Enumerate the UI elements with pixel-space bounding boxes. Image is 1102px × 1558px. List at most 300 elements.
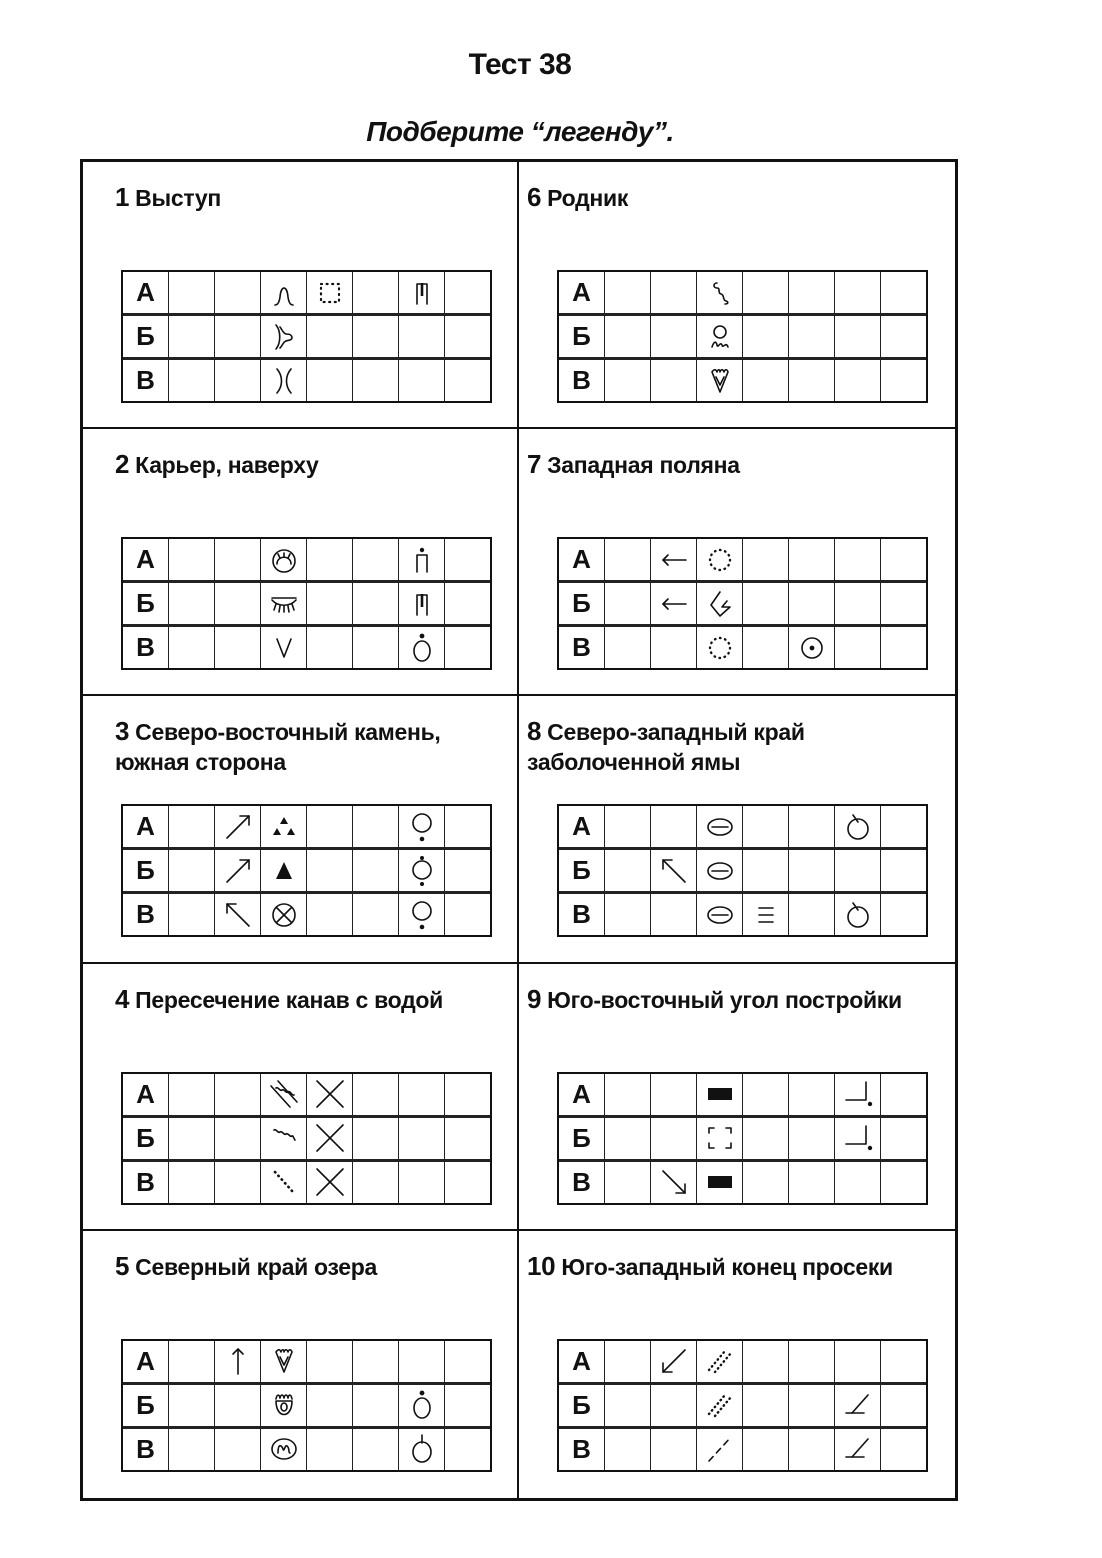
legend-cell[interactable] — [169, 1162, 215, 1203]
legend-cell[interactable] — [353, 627, 399, 668]
legend-cell[interactable] — [261, 1385, 307, 1429]
legend-cell[interactable] — [651, 850, 697, 894]
legend-cell[interactable] — [445, 894, 490, 935]
legend-row — [123, 316, 490, 360]
task-title: Северный край озера — [135, 1253, 378, 1280]
legend-cell[interactable] — [881, 1118, 926, 1162]
legend-row — [559, 1118, 926, 1162]
legend-cell[interactable] — [261, 1074, 307, 1118]
legend-cell[interactable] — [789, 627, 835, 668]
legend-cell[interactable] — [353, 583, 399, 627]
circle-dot-bottom-icon — [399, 899, 444, 931]
legend-row — [559, 1341, 926, 1385]
legend-cell[interactable] — [261, 272, 307, 316]
legend-cell[interactable] — [881, 894, 926, 935]
legend-cell[interactable] — [445, 1385, 490, 1429]
legend-cell[interactable] — [835, 1385, 881, 1429]
legend-cell[interactable] — [743, 1162, 789, 1203]
legend-cell[interactable] — [445, 1162, 490, 1203]
task-number: 10 — [527, 1250, 556, 1281]
task-card — [519, 162, 955, 429]
legend-cell[interactable] — [743, 806, 789, 850]
legend-cell[interactable] — [651, 1341, 697, 1385]
legend-cell[interactable] — [215, 360, 261, 401]
legend-cell[interactable] — [261, 1118, 307, 1162]
legend-cell[interactable] — [835, 583, 881, 627]
legend-cell[interactable] — [697, 539, 743, 583]
legend-table — [121, 1339, 492, 1472]
legend-cell[interactable] — [743, 539, 789, 583]
bridge-pole-icon — [399, 588, 444, 620]
squiggle-icon — [697, 277, 742, 309]
task-card — [83, 696, 519, 963]
legend-cell[interactable] — [353, 850, 399, 894]
legend-cell[interactable] — [835, 894, 881, 935]
legend-cell[interactable] — [399, 850, 445, 894]
legend-cell[interactable] — [215, 1341, 261, 1385]
legend-cell[interactable] — [789, 360, 835, 401]
legend-row — [559, 894, 926, 935]
tick-sw-icon — [835, 1433, 880, 1465]
legend-cell[interactable] — [307, 1074, 353, 1118]
legend-cell[interactable] — [835, 316, 881, 360]
legend-cell[interactable] — [605, 1118, 651, 1162]
legend-cell[interactable] — [605, 1429, 651, 1470]
legend-cell[interactable] — [307, 1429, 353, 1470]
legend-cell[interactable] — [353, 539, 399, 583]
legend-cell[interactable] — [743, 627, 789, 668]
legend-cell[interactable] — [169, 627, 215, 668]
legend-cell[interactable] — [399, 627, 445, 668]
corner-se-icon — [835, 1122, 880, 1154]
legend-cell[interactable] — [307, 272, 353, 316]
legend-cell[interactable] — [789, 539, 835, 583]
legend-cell[interactable] — [605, 360, 651, 401]
legend-cell[interactable] — [835, 1118, 881, 1162]
legend-row — [559, 1429, 926, 1470]
legend-cell[interactable] — [881, 360, 926, 401]
legend-cell[interactable] — [399, 583, 445, 627]
legend-cell[interactable] — [789, 1162, 835, 1203]
legend-cell[interactable] — [697, 894, 743, 935]
legend-cell[interactable] — [835, 360, 881, 401]
task-heading — [527, 984, 947, 1015]
dotted-double-icon — [697, 1389, 742, 1421]
legend-row — [123, 1341, 490, 1385]
legend-cell[interactable] — [353, 806, 399, 850]
legend-cell[interactable] — [399, 1429, 445, 1470]
legend-cell[interactable] — [215, 1074, 261, 1118]
task-title: Карьер, наверху — [135, 452, 319, 479]
legend-cell[interactable] — [445, 1341, 490, 1385]
legend-cell[interactable] — [697, 1341, 743, 1385]
legend-cell[interactable] — [605, 1074, 651, 1118]
legend-cell[interactable] — [651, 1118, 697, 1162]
dotted-circle-icon — [697, 632, 742, 664]
legend-cell[interactable] — [399, 1118, 445, 1162]
legend-cell[interactable] — [697, 850, 743, 894]
legend-table — [557, 804, 928, 937]
task-title: Западная поляна — [547, 452, 740, 479]
dashed-diag-icon — [697, 1433, 742, 1465]
circle-dot-top-icon — [399, 1389, 444, 1421]
legend-cell[interactable] — [215, 1429, 261, 1470]
legend-row — [123, 850, 490, 894]
legend-cell[interactable] — [399, 806, 445, 850]
legend-cell[interactable] — [743, 850, 789, 894]
dotted-double-icon — [697, 1345, 742, 1377]
legend-cell[interactable] — [789, 583, 835, 627]
circle-x-icon — [261, 899, 306, 931]
legend-cell[interactable] — [399, 360, 445, 401]
legend-row — [559, 806, 926, 850]
triple-bar-icon — [743, 899, 788, 931]
legend-cell[interactable] — [261, 806, 307, 850]
legend-cell[interactable] — [399, 1074, 445, 1118]
legend-cell[interactable] — [605, 1385, 651, 1429]
legend-cell[interactable] — [215, 583, 261, 627]
legend-cell[interactable] — [881, 316, 926, 360]
legend-cell[interactable] — [605, 272, 651, 316]
legend-cell[interactable] — [261, 1162, 307, 1203]
task-heading — [527, 716, 947, 777]
legend-cell[interactable] — [169, 894, 215, 935]
legend-cell[interactable] — [307, 1341, 353, 1385]
legend-table — [121, 537, 492, 670]
legend-cell[interactable] — [215, 316, 261, 360]
legend-cell[interactable] — [605, 1162, 651, 1203]
legend-cell[interactable] — [743, 360, 789, 401]
legend-row — [559, 272, 926, 316]
legend-cell[interactable] — [651, 360, 697, 401]
legend-cell[interactable] — [169, 583, 215, 627]
legend-row — [123, 583, 490, 627]
legend-cell[interactable] — [835, 1162, 881, 1203]
legend-cell[interactable] — [789, 1385, 835, 1429]
task-heading — [527, 449, 947, 480]
row-label: А — [559, 1074, 605, 1118]
legend-cell[interactable] — [651, 539, 697, 583]
legend-cell[interactable] — [697, 806, 743, 850]
legend-cell[interactable] — [353, 1429, 399, 1470]
legend-cell[interactable] — [261, 1429, 307, 1470]
row-label: А — [559, 1341, 605, 1385]
legend-cell[interactable] — [307, 316, 353, 360]
legend-cell[interactable] — [399, 1341, 445, 1385]
legend-cell[interactable] — [445, 1118, 490, 1162]
legend-cell[interactable] — [651, 583, 697, 627]
legend-cell[interactable] — [789, 316, 835, 360]
legend-cell[interactable] — [697, 1429, 743, 1470]
legend-cell[interactable] — [697, 272, 743, 316]
task-number: 3 — [115, 716, 130, 747]
legend-table — [121, 804, 492, 937]
legend-row — [559, 627, 926, 668]
legend-cell[interactable] — [215, 1385, 261, 1429]
legend-cell[interactable] — [881, 806, 926, 850]
legend-cell[interactable] — [353, 1385, 399, 1429]
legend-cell[interactable] — [697, 627, 743, 668]
legend-cell[interactable] — [651, 894, 697, 935]
task-number: 2 — [115, 449, 130, 480]
row-label: Б — [123, 583, 169, 627]
legend-cell[interactable] — [605, 627, 651, 668]
arrow-left-icon — [651, 544, 696, 576]
legend-cell[interactable] — [605, 1341, 651, 1385]
legend-cell[interactable] — [169, 1341, 215, 1385]
legend-cell[interactable] — [743, 583, 789, 627]
task-title: Родник — [547, 185, 629, 211]
page-subtitle: Подберите “легенду”. — [366, 116, 674, 147]
legend-cell[interactable] — [307, 1162, 353, 1203]
legend-cell[interactable] — [215, 272, 261, 316]
legend-cell[interactable] — [353, 1118, 399, 1162]
task-card — [83, 964, 519, 1231]
legend-cell[interactable] — [835, 1341, 881, 1385]
circle-dot-top-icon — [399, 632, 444, 664]
legend-cell[interactable] — [307, 583, 353, 627]
dotted-circle-icon — [697, 544, 742, 576]
legend-cell[interactable] — [605, 539, 651, 583]
row-label: А — [123, 806, 169, 850]
legend-cell[interactable] — [215, 1118, 261, 1162]
legend-cell[interactable] — [445, 316, 490, 360]
legend-cell[interactable] — [743, 1429, 789, 1470]
row-label: А — [559, 806, 605, 850]
legend-cell[interactable] — [651, 1162, 697, 1203]
legend-cell[interactable] — [169, 1429, 215, 1470]
legend-cell[interactable] — [353, 1162, 399, 1203]
row-label: Б — [559, 850, 605, 894]
legend-cell[interactable] — [651, 1429, 697, 1470]
legend-cell[interactable] — [651, 316, 697, 360]
legend-cell[interactable] — [261, 583, 307, 627]
legend-cell[interactable] — [881, 272, 926, 316]
legend-cell[interactable] — [215, 850, 261, 894]
legend-cell[interactable] — [743, 1385, 789, 1429]
legend-cell[interactable] — [789, 1074, 835, 1118]
solid-rect-icon — [697, 1166, 742, 1198]
legend-cell[interactable] — [261, 360, 307, 401]
row-label: В — [559, 627, 605, 668]
heart-v-icon — [261, 1345, 306, 1377]
legend-cell[interactable] — [399, 316, 445, 360]
legend-cell[interactable] — [445, 360, 490, 401]
legend-cell[interactable] — [307, 627, 353, 668]
legend-cell[interactable] — [307, 806, 353, 850]
legend-cell[interactable] — [881, 539, 926, 583]
legend-cell[interactable] — [697, 1385, 743, 1429]
legend-cell[interactable] — [605, 316, 651, 360]
legend-cell[interactable] — [353, 360, 399, 401]
legend-cell[interactable] — [215, 894, 261, 935]
legend-cell[interactable] — [261, 316, 307, 360]
legend-cell[interactable] — [835, 627, 881, 668]
legend-cell[interactable] — [697, 583, 743, 627]
legend-cell[interactable] — [307, 360, 353, 401]
legend-cell[interactable] — [835, 806, 881, 850]
task-card — [83, 429, 519, 696]
legend-cell[interactable] — [169, 1074, 215, 1118]
task-number: 9 — [527, 983, 542, 1014]
legend-cell[interactable] — [215, 806, 261, 850]
legend-cell[interactable] — [789, 806, 835, 850]
row-label: В — [559, 1429, 605, 1470]
legend-cell[interactable] — [169, 316, 215, 360]
legend-row — [559, 539, 926, 583]
legend-row — [123, 272, 490, 316]
legend-cell[interactable] — [169, 806, 215, 850]
lens-icon — [697, 855, 742, 887]
row-label: Б — [123, 850, 169, 894]
row-label: А — [123, 539, 169, 583]
legend-cell[interactable] — [261, 850, 307, 894]
legend-cell[interactable] — [353, 894, 399, 935]
legend-table — [121, 1072, 492, 1205]
legend-cell[interactable] — [445, 1074, 490, 1118]
legend-cell[interactable] — [697, 1162, 743, 1203]
legend-cell[interactable] — [445, 806, 490, 850]
task-title: Пересечение канав с водой — [135, 986, 443, 1013]
hook-icon — [697, 588, 742, 620]
legend-cell[interactable] — [605, 806, 651, 850]
legend-cell[interactable] — [445, 583, 490, 627]
legend-cell[interactable] — [789, 1341, 835, 1385]
legend-cell[interactable] — [651, 1074, 697, 1118]
legend-cell[interactable] — [605, 850, 651, 894]
legend-cell[interactable] — [261, 539, 307, 583]
legend-cell[interactable] — [169, 272, 215, 316]
legend-cell[interactable] — [445, 1429, 490, 1470]
legend-row — [559, 316, 926, 360]
legend-cell[interactable] — [881, 1341, 926, 1385]
legend-cell[interactable] — [743, 1118, 789, 1162]
task-heading — [527, 182, 947, 213]
legend-cell[interactable] — [743, 1341, 789, 1385]
legend-cell[interactable] — [261, 627, 307, 668]
legend-cell[interactable] — [697, 1074, 743, 1118]
dotted-diag-icon — [261, 1166, 306, 1198]
legend-cell[interactable] — [835, 539, 881, 583]
task-heading — [527, 1251, 947, 1282]
row-label: В — [559, 360, 605, 401]
legend-cell[interactable] — [835, 850, 881, 894]
legend-cell[interactable] — [261, 894, 307, 935]
legend-cell[interactable] — [353, 1074, 399, 1118]
legend-cell[interactable] — [789, 1118, 835, 1162]
legend-row — [123, 1162, 490, 1203]
legend-cell[interactable] — [445, 850, 490, 894]
legend-cell[interactable] — [605, 583, 651, 627]
legend-cell[interactable] — [835, 1429, 881, 1470]
legend-cell[interactable] — [881, 627, 926, 668]
task-card — [83, 1231, 519, 1498]
legend-cell[interactable] — [881, 1429, 926, 1470]
legend-cell[interactable] — [697, 316, 743, 360]
legend-cell[interactable] — [353, 316, 399, 360]
legend-cell[interactable] — [261, 1341, 307, 1385]
legend-cell[interactable] — [169, 1385, 215, 1429]
legend-cell[interactable] — [169, 539, 215, 583]
arrow-up-icon — [215, 1345, 260, 1377]
legend-cell[interactable] — [399, 1385, 445, 1429]
legend-cell[interactable] — [445, 539, 490, 583]
legend-cell[interactable] — [697, 1118, 743, 1162]
legend-row — [123, 627, 490, 668]
legend-cell[interactable] — [399, 894, 445, 935]
legend-cell[interactable] — [651, 272, 697, 316]
task-card — [519, 696, 955, 963]
legend-cell[interactable] — [307, 894, 353, 935]
legend-cell[interactable] — [743, 1074, 789, 1118]
legend-cell[interactable] — [169, 1118, 215, 1162]
legend-cell[interactable] — [307, 850, 353, 894]
legend-cell[interactable] — [399, 1162, 445, 1203]
legend-cell[interactable] — [215, 627, 261, 668]
legend-cell[interactable] — [399, 539, 445, 583]
legend-cell[interactable] — [353, 1341, 399, 1385]
legend-cell[interactable] — [789, 850, 835, 894]
legend-cell[interactable] — [399, 272, 445, 316]
legend-cell[interactable] — [789, 272, 835, 316]
circle-tick-top-icon — [399, 1433, 444, 1465]
legend-cell[interactable] — [307, 539, 353, 583]
legend-cell[interactable] — [353, 272, 399, 316]
legend-cell[interactable] — [605, 894, 651, 935]
circle-dot-bottom-icon — [399, 811, 444, 843]
arrow-left-icon — [651, 588, 696, 620]
legend-cell[interactable] — [169, 360, 215, 401]
legend-cell[interactable] — [835, 272, 881, 316]
circle-mark-icon — [835, 811, 880, 843]
legend-cell[interactable] — [445, 627, 490, 668]
row-label: А — [559, 539, 605, 583]
legend-row — [123, 539, 490, 583]
legend-cell[interactable] — [881, 1162, 926, 1203]
legend-row — [559, 360, 926, 401]
row-label: А — [559, 272, 605, 316]
legend-cell[interactable] — [651, 1385, 697, 1429]
legend-cell[interactable] — [881, 850, 926, 894]
legend-cell[interactable] — [169, 850, 215, 894]
legend-cell[interactable] — [697, 360, 743, 401]
legend-cell[interactable] — [881, 1385, 926, 1429]
legend-cell[interactable] — [215, 539, 261, 583]
row-label: В — [559, 1162, 605, 1203]
task-heading — [115, 1251, 515, 1282]
legend-cell[interactable] — [881, 1074, 926, 1118]
legend-cell[interactable] — [881, 583, 926, 627]
legend-cell[interactable] — [743, 894, 789, 935]
task-number: 5 — [115, 1250, 130, 1281]
spring-icon — [697, 321, 742, 353]
legend-cell[interactable] — [789, 894, 835, 935]
legend-cell[interactable] — [743, 316, 789, 360]
legend-cell[interactable] — [307, 1385, 353, 1429]
legend-cell[interactable] — [651, 806, 697, 850]
legend-cell[interactable] — [307, 1118, 353, 1162]
legend-cell[interactable] — [835, 1074, 881, 1118]
legend-cell[interactable] — [651, 627, 697, 668]
legend-cell[interactable] — [789, 1429, 835, 1470]
legend-cell[interactable] — [215, 1162, 261, 1203]
bridge-pole-icon — [399, 277, 444, 309]
legend-cell[interactable] — [445, 272, 490, 316]
task-number: 6 — [527, 182, 542, 212]
legend-cell[interactable] — [743, 272, 789, 316]
row-label: А — [123, 272, 169, 316]
row-label: Б — [123, 1385, 169, 1429]
